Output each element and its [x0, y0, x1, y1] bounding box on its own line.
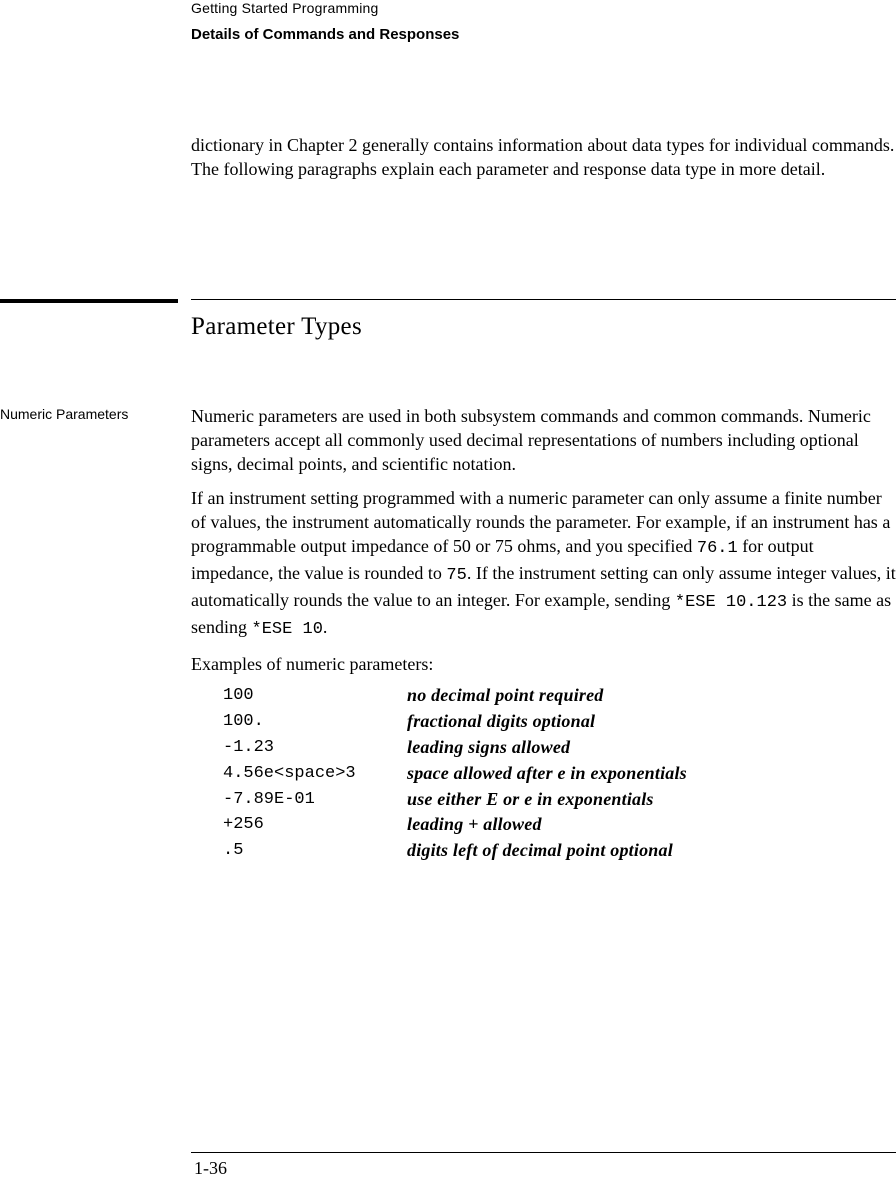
example-code: +256	[223, 815, 264, 835]
section-rule-thick	[0, 299, 178, 303]
example-row	[223, 812, 896, 838]
text-run: for output impedance, the value is rounded to	[191, 536, 814, 583]
code-value: *ESE 10.123	[674, 593, 788, 612]
examples-heading: Examples of numeric parameters:	[191, 654, 434, 674]
running-header-section: Details of Commands and Responses	[191, 26, 460, 43]
section-title: Parameter Types	[191, 313, 362, 340]
text-run: .	[322, 617, 328, 637]
example-description: digits left of decimal point optional	[407, 840, 673, 861]
side-label: Numeric Parameters	[0, 406, 129, 422]
example-code: -1.23	[223, 737, 275, 757]
example-code: 4.56e<space>3	[223, 763, 356, 783]
text-run: If an instrument setting programmed with a numeric parameter can only assume a finite number of values, the instrument automatically rounds the parameter. For example, if an instrument has a programmable output impedance of 50 or 75 ohms, and you specified	[191, 488, 891, 556]
example-description: no decimal point required	[407, 685, 604, 706]
section-rule-thin	[191, 299, 896, 300]
example-description: leading signs allowed	[407, 736, 571, 757]
example-row	[223, 735, 896, 761]
code-value: *ESE 10	[251, 620, 323, 639]
example-row	[223, 786, 896, 812]
rounding-paragraph	[191, 486, 896, 642]
example-row	[223, 709, 896, 735]
example-description: leading + allowed	[407, 814, 542, 835]
example-description: use either E or e in exponentials	[407, 788, 654, 809]
numeric-params-paragraph: Numeric parameters are used in both subsystem commands and common commands. Numeric parameters accept all commonly used decimal representations of numbers including optional signs, decimal points, and scientific notation.	[191, 406, 871, 474]
example-description: space allowed after e in exponentials	[407, 762, 687, 783]
running-header-chapter: Getting Started Programming	[191, 0, 379, 16]
examples-table	[223, 683, 896, 864]
example-code: -7.89E-01	[223, 789, 315, 809]
code-value: 75	[446, 566, 467, 585]
example-code: 100	[223, 686, 254, 706]
intro-paragraph: dictionary in Chapter 2 generally contains information about data types for individual commands. The following paragraphs explain each parameter and response data type in more detail.	[191, 135, 895, 179]
text-run: . If the instrument setting can only assume integer values, it automatically rounds the value to an integer. For example, sending	[191, 563, 896, 610]
example-row	[223, 683, 896, 709]
footer-rule	[191, 1152, 896, 1153]
example-row	[223, 838, 896, 864]
example-code: 100.	[223, 712, 264, 732]
body-block	[191, 404, 896, 864]
example-row	[223, 760, 896, 786]
example-code: .5	[223, 841, 244, 861]
text-run: is the same as sending	[191, 590, 892, 637]
code-value: 76.1	[696, 539, 738, 558]
page-number: 1-36	[194, 1158, 227, 1178]
example-description: fractional digits optional	[407, 711, 596, 732]
